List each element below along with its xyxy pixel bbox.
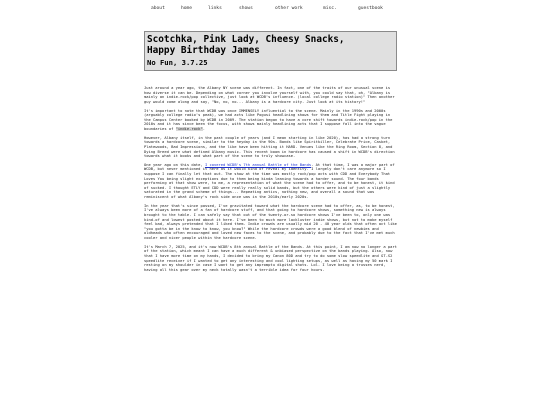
post-title-line-1: Scotchka, Pink Lady, Cheesy Snacks,	[147, 34, 345, 45]
article-paragraph-1: Just around a year ago, the Albany NY scene was different. In fact, one of the traits of our unusual scene is how diverse it can be. Depending on what corner you involve yourself with, you could say that, oh, "Albany is mainly an indie-rock/pop collective, just look at WCDB's influence. (local college radio station)" Then another guy would come along and say, "No, no, no... Albany is a hardcore city. Just look at its history!"	[144, 86, 395, 104]
article-paragraph-4	[144, 163, 398, 200]
nav-link-misc[interactable]: misc.	[323, 6, 337, 11]
article-paragraph-3: However, Albany itself, in the past couple of years (and I mean starting in like 2020), has had a strong turn towards a hardcore scene, similar to the heyday in the 90s. Bands like Spiritkiller, Celebrate Price, Casket, Platewoods, Bad Impressions, and the like have been hitting it HARD. Venues like the Ring Room, Section 8, and Dying Breed were what defined Albany music. This recent boom in hardcore has caused a shift in WCDB's direction towards what it books and what part of the scene to truly showcase.	[144, 135, 395, 159]
nav-link-guestbook[interactable]: guestbook	[358, 6, 383, 11]
nav-link-links[interactable]: links	[208, 6, 222, 11]
article-paragraph-2-text: It's important to note that WCDB was once IMMENSELY influential to the scene. Mainly in the 1990s and 2000s (arguably college radio's peak), we had acts like Pogusi headlining shows for them and Title Fight playing in the Campus Center booked by WCDB in 2009. The station began to have a core shift towards indie-rock/pop in the 2010s and it has since been the focus, with shows mainly headlining acts that I suppose fall into the vague boundaries of	[144, 108, 393, 131]
article-body	[144, 86, 398, 405]
nav-link-other-work[interactable]: other work	[275, 6, 303, 11]
battle-of-bands-link[interactable]: I covered WCDB's 7th annual Battle of the Bands	[204, 162, 312, 167]
indie-rock-highlight: "indie-rock"	[175, 126, 203, 131]
article-paragraph-4-start: One year ago on this date,	[144, 162, 205, 167]
post-date: No Fun, 3.7.25	[147, 58, 208, 67]
article-paragraph-2-end: .	[202, 126, 205, 131]
nav-link-home[interactable]: home	[181, 6, 193, 11]
article-paragraph-6: It's March 7, 2025, and it's now WCDB's 8th annual Battle of the Bands. At this point, I am now no longer a part of the station, which meant I can have a much different & unbiased perspective on the bands playing. Also, now that I have more time on my hands, I decided to bring my Canon 80D and try to do some slow speedlite and GT-S2 speedlite receiver if I wanted to get any interesting and cool lighting setups, as well as having my 50 mark I resting on my shoulder in case I want to get any impromptu digital shots. Lol. I love being a trusses nerd, having all this gear over my neck totally wasn't a terrible idea for four hours.	[144, 244, 397, 272]
article-paragraph-2	[144, 109, 398, 132]
nav-link-shows[interactable]: shows	[239, 6, 253, 11]
article-paragraph-5: In the year that's since passed, I've gravitated toward what the hardcore scene had to offer, as, to be honest, I've always been more of a fan of hardcore stuff, and that going to hardcore shows, something new is always brought to the table. I can safely say that out of the twenty-or-so hardcore shows I've been to, only one was kind-of and lowest posted about it here. I've been to much more lackluster indie shows, but not to make myself feel bad, always pretended that I liked them. Indie crowds are usually mid 20 - 40 year olds that often act like "you gotta be in the know to know, you know?" While the hardcore crowds were a good blend of newbies and oldheads who often encouraged and loved new faces to the scene, and probably due to the fact that I've met much cooler and nicer people within the hardcore scene.	[144, 203, 397, 240]
post-title-line-2: Happy Birthday James	[147, 45, 260, 56]
article-paragraph-4-rest: . At that time, I was a major part of WCDB, but never mentioned it here as it would kind of reveal my identity. I largely don't care anymore so I suppose I can finally let that out. The show at the time was mostly rock/pop acts with CDD and Everybody That Loves You being slight exceptions due to them being kinda leaning towards a harder sound. The four bands performing at that show were, to me, a representation of what the scene had to offer, and to be honest, it kind of sucked. I thought ETLY and CDD were really really solid bands, but the others were kind of just a slightly saturated in the grand scheme of things... Repeating antics, nothing new, and overall a sound that was reminiscent of what Albany's rock side once was in the 2010s/early 2020s.	[144, 162, 395, 200]
top-nav	[0, 6, 540, 14]
post-title-box	[144, 31, 397, 71]
nav-link-about[interactable]: about	[151, 6, 165, 11]
